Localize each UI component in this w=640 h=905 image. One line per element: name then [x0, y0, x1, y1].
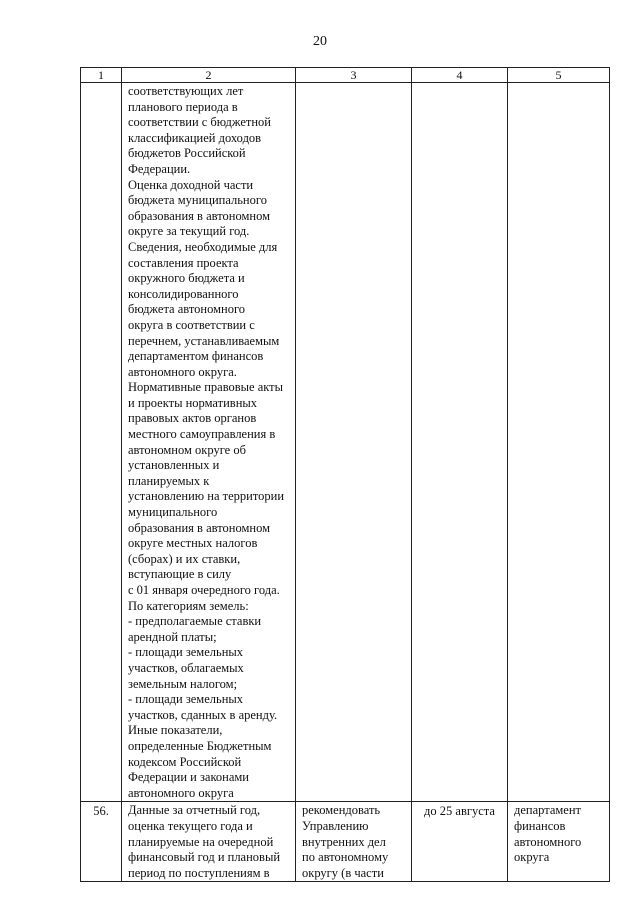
- text-line: определенные Бюджетным: [128, 738, 272, 753]
- text-line: округа: [514, 850, 550, 865]
- header-col-5: 5: [508, 68, 610, 83]
- text-line: оценка текущего года и: [128, 818, 253, 833]
- text-line: Нормативные правовые акты: [128, 380, 284, 395]
- text-line: окружного бюджета и: [128, 271, 245, 286]
- row-56-col-5-text: [514, 803, 605, 865]
- text-line: бюджета муниципального: [128, 193, 267, 208]
- text-line: установлению на территории: [128, 489, 285, 504]
- text-line: бюджетов Российской: [128, 146, 246, 161]
- header-col-2: 2: [122, 68, 296, 83]
- text-line: автономном округе об: [128, 442, 246, 457]
- row-56-col-4: до 25 августа: [412, 802, 508, 882]
- text-line: правовых актов органов: [128, 411, 257, 426]
- text-line: и проекты нормативных: [128, 395, 258, 410]
- text-line: По категориям земель:: [128, 598, 249, 613]
- text-line: соответствующих лет: [128, 84, 244, 98]
- text-line: автономного округа: [128, 785, 234, 800]
- text-line: автономного округа.: [128, 364, 237, 379]
- text-line: планируемых к: [128, 473, 210, 488]
- text-line: - площади земельных: [128, 692, 244, 707]
- text-line: Федерации и законами: [128, 770, 249, 785]
- text-line: Сведения, необходимые для: [128, 239, 278, 254]
- text-line: соответствии с бюджетной: [128, 115, 271, 130]
- document-table: [80, 67, 610, 882]
- text-line: Данные за отчетный год,: [128, 803, 261, 818]
- row-56-col-5: [508, 802, 610, 882]
- table-row-56: [81, 802, 610, 882]
- page-number: 20: [313, 34, 327, 49]
- text-line: Федерации.: [128, 161, 191, 176]
- row-56-col-2: [122, 802, 296, 882]
- continued-col-1: [81, 83, 122, 802]
- text-line: планового периода в: [128, 99, 238, 114]
- row-56-number: 56.: [81, 802, 122, 882]
- text-line: по автономному: [302, 850, 389, 865]
- row-56-col-2-text: [128, 803, 291, 881]
- text-line: участков, сданных в аренду.: [128, 707, 278, 722]
- text-line: кодексом Российской: [128, 754, 242, 769]
- text-line: консолидированного: [128, 286, 239, 301]
- text-line: перечнем, устанавливаемым: [128, 333, 280, 348]
- text-line: установленных и: [128, 458, 220, 473]
- text-line: Оценка доходной части: [128, 177, 254, 192]
- row-56-col-3-text: [302, 803, 407, 881]
- text-line: Иные показатели,: [128, 723, 223, 738]
- text-line: планируемые на очередной: [128, 834, 274, 849]
- text-line: участков, облагаемых: [128, 660, 244, 675]
- table-row-continued: [81, 83, 610, 802]
- text-line: период по поступлениям в: [128, 865, 270, 880]
- text-line: образования в автономном: [128, 520, 270, 535]
- continued-col-3: [296, 83, 412, 802]
- text-line: финансов: [514, 818, 566, 833]
- header-col-3: 3: [296, 68, 412, 83]
- header-col-1: 1: [81, 68, 122, 83]
- text-line: - предполагаемые ставки: [128, 614, 262, 629]
- continued-col-5: [508, 83, 610, 802]
- text-line: земельным налогом;: [128, 676, 238, 691]
- text-line: Управлению: [302, 818, 369, 833]
- text-line: составления проекта: [128, 255, 239, 270]
- text-line: департамент: [514, 803, 582, 818]
- text-line: финансовый год и плановый: [128, 850, 281, 865]
- text-line: департаментом финансов: [128, 349, 264, 364]
- text-line: образования в автономном: [128, 208, 270, 223]
- header-col-4: 4: [412, 68, 508, 83]
- text-line: округе за текущий год.: [128, 224, 250, 239]
- row-56-col-3: [296, 802, 412, 882]
- text-line: вступающие в силу: [128, 567, 232, 582]
- text-line: арендной платы;: [128, 629, 217, 644]
- text-line: внутренних дел: [302, 834, 386, 849]
- text-line: автономного: [514, 834, 582, 849]
- continued-col-2: [122, 83, 296, 802]
- text-line: - площади земельных: [128, 645, 244, 660]
- text-line: (сборах) и их ставки,: [128, 551, 241, 566]
- continued-col-2-text: [128, 84, 291, 801]
- text-line: муниципального: [128, 505, 218, 520]
- text-line: с 01 января очередного года.: [128, 583, 280, 597]
- text-line: бюджета автономного: [128, 302, 246, 317]
- text-line: округу (в части: [302, 865, 384, 880]
- text-line: округе местных налогов: [128, 536, 258, 551]
- text-line: местного самоуправления в: [128, 427, 276, 442]
- continued-col-4: [412, 83, 508, 802]
- table-header-row: [81, 68, 610, 83]
- text-line: округа в соответствии с: [128, 317, 255, 332]
- text-line: рекомендовать: [302, 803, 381, 818]
- text-line: классификацией доходов: [128, 130, 262, 145]
